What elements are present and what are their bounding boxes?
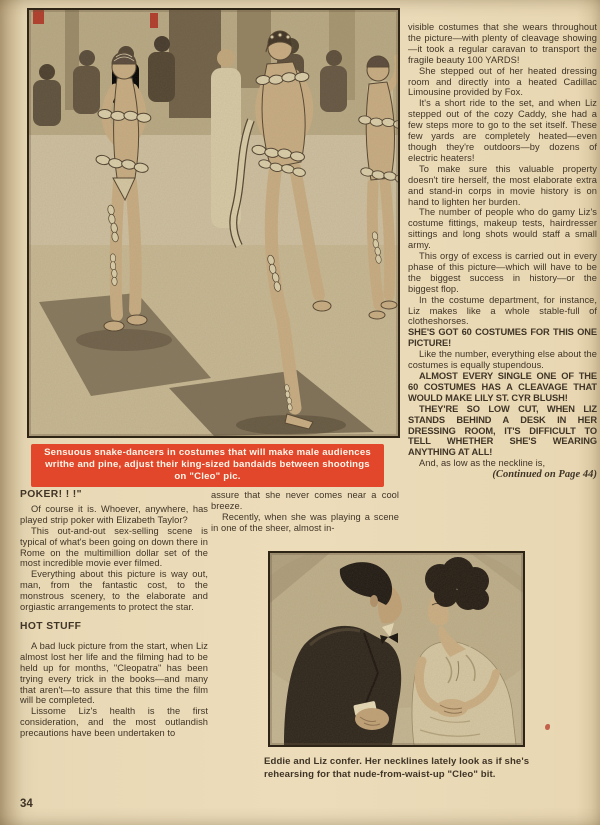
article-paragraph: Like the number, everything else about the costumes is equally stupendous. <box>408 349 597 371</box>
article-paragraph: This out-and-out sex-selling scene is typical of what's been going on down there in Rome on the multimillion dollar set of the most incredible movie ever filmed. <box>20 525 208 569</box>
poker-heading: POKER! ! !" <box>20 490 82 500</box>
bottom-photo-caption-text: Eddie and Liz confer. Her necklines lately look as if she's rehearsing for that nude-from-waist-up "Cleo" bit. <box>264 756 530 780</box>
top-photo-caption <box>31 444 384 487</box>
photo-grain <box>270 553 523 745</box>
top-photo-snake-dancers <box>27 8 400 438</box>
article-paragraph: The number of people who do gamy Liz's costume fittings, makeup tests, hairdresser sittings and long shots would staff a small army. <box>408 207 597 251</box>
article-paragraph: visible costumes that she wears throughout the picture—with plenty of cleavage showing—it took a regular caravan to transport the fragile beauty 100 YARDS! <box>408 22 597 65</box>
article-paragraph: Everything about this picture is way out, man, from the fantastic cost, to the monstrous scenery, to the elaborate and orgiastic arrangements to protect the star. <box>20 569 208 613</box>
bottom-photo-caption <box>264 756 546 781</box>
article-paragraph: Recently, when she was playing a scene in one of the sheer, almost in- <box>211 511 399 533</box>
top-photo-caption-text: Sensuous snake-dancers in costumes that will make male audiences writhe and pine, adjust their king-sized bandaids between shootings on "Cleo" pic. <box>44 447 371 482</box>
photo-grain <box>29 10 398 436</box>
article-paragraph: In the costume department, for instance, Liz makes like a whole stable-full of clotheshorses. <box>408 294 597 327</box>
continued-on-page-notice: (Continued on Page 44) <box>492 469 597 481</box>
article-paragraph-emphasis: THEY'RE SO LOW CUT, WHEN LIZ STANDS BEHIND A DESK IN HER DRESSING ROOM, IT'S DIFFICULT TO TELL WHETHER SHE'S WEARING ANYTHING AT ALL! <box>408 403 597 458</box>
page-number: 34 <box>20 798 33 810</box>
article-paragraph: assure that she never comes near a cool breeze. <box>211 490 399 511</box>
right-column <box>408 22 597 546</box>
article-paragraph: A bad luck picture from the start, when Liz almost lost her life and the filming had to be held up for months, "Cleopatra" has been trying every trick in the books—and many that aren't—to assure that this time the film will be completed. <box>20 640 208 706</box>
article-paragraph: It's a short ride to the set, and when Liz stepped out of the cozy Caddy, she had a few steps more to go to the set itself. These few yards are completely heated—even though they're outdoors—by dozens of electric heaters! <box>408 98 597 163</box>
article-paragraph: And, as low as the neckline is, <box>419 458 546 469</box>
article-paragraph-emphasis: SHE'S GOT 60 COSTUMES FOR THIS ONE PICTURE! <box>408 327 597 349</box>
article-paragraph-emphasis: ALMOST EVERY SINGLE ONE OF THE 60 COSTUMES HAS A CLEAVAGE THAT WOULD MAKE LILY ST. CYR BLUSH! <box>408 371 597 403</box>
bottom-photo-eddie-liz <box>268 551 525 747</box>
article-paragraph: To make sure this valuable property doesn't tire herself, the most elaborate extra and stand-in corps in movie history is on hand to lighten her burden. <box>408 163 597 207</box>
left-column <box>20 490 208 796</box>
article-paragraph: She stepped out of her heated dressing room and directly into a heated Cadillac Limousine provided by Fox. <box>408 65 597 98</box>
red-ink-speck <box>545 724 550 730</box>
middle-column <box>211 490 399 542</box>
snake-dancers-illustration <box>29 10 398 436</box>
article-paragraph: This orgy of excess is carried out in every phase of this picture—which will have to be the biggest success in history—or the biggest flop. <box>408 251 597 294</box>
article-paragraph: Lissome Liz's health is the first consideration, and the most outlandish precautions have been undertaken to <box>20 706 208 739</box>
article-paragraph: Of course it is. Whoever, anywhere, has played strip poker with Elizabeth Taylor? <box>20 503 208 525</box>
hot-stuff-heading: HOT STUFF <box>20 620 82 632</box>
eddie-liz-illustration <box>270 553 523 745</box>
